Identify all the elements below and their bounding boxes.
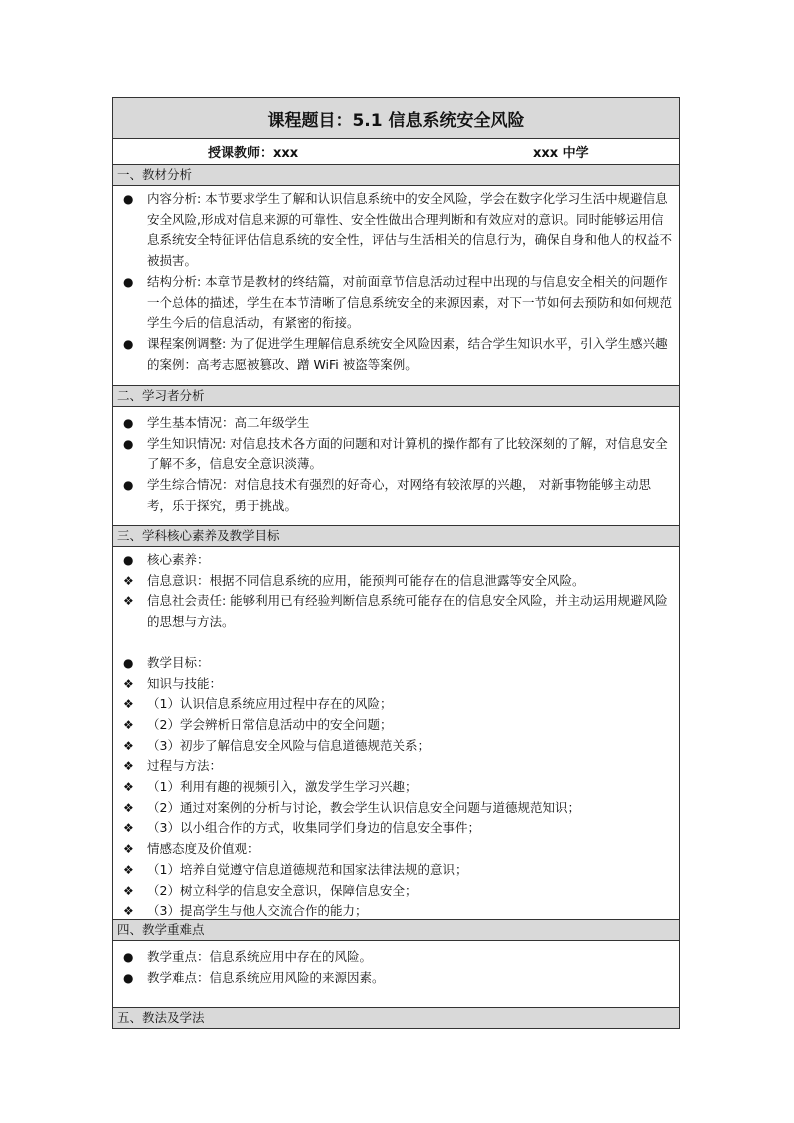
list-item bbox=[119, 968, 673, 989]
bullet-dot-icon: ● bbox=[123, 274, 134, 289]
list-item-text: 课程案例调整: 为了促进学生理解信息系统安全风险因素，结合学生知识水平，引入学生感兴趣的案例：高考志愿被篡改、蹭 WiFi 被盗等案例。 bbox=[147, 335, 668, 372]
section-heading-core-literacy-goals: 三、学科核心素养及教学目标 bbox=[113, 526, 679, 547]
section-heading-learner-analysis: 二、学习者分析 bbox=[113, 386, 679, 407]
list-item-text: 教学目标： bbox=[147, 654, 210, 670]
list-item-text: （1）认识信息系统应用过程中存在的风险； bbox=[147, 696, 393, 712]
section-body-learner-analysis bbox=[113, 407, 679, 526]
bullet-dot-icon: ● bbox=[123, 416, 134, 430]
section-body-key-difficult-points bbox=[113, 941, 679, 1008]
bullet-dot-icon: ● bbox=[123, 950, 134, 964]
bullet-dot-icon: ● bbox=[123, 478, 134, 493]
bullet-dot-icon: ● bbox=[123, 192, 134, 206]
blank-line bbox=[119, 633, 673, 653]
bullet-diamond-icon: ❖ bbox=[123, 862, 134, 877]
list-item-text: 学生基本情况：高二年级学生 bbox=[147, 415, 310, 430]
list-item bbox=[119, 434, 673, 475]
list-item-text: （3）提高学生与他人交流合作的能力； bbox=[147, 903, 368, 919]
course-title: 课程题目：5.1 信息系统安全风险 bbox=[113, 98, 679, 139]
list-item-text: 信息意识：根据不同信息系统的应用，能预判可能存在的信息泄露等安全风险。 bbox=[147, 572, 585, 588]
list-item-text: 学生综合情况：对信息技术有强烈的好奇心，对网络有较浓厚的兴趣， 对新事物能够主动思考，乐于探究，勇于挑战。 bbox=[147, 477, 651, 513]
section-heading-teaching-learning-methods: 五、教法及学法 bbox=[113, 1008, 679, 1028]
bullet-dot-icon: ● bbox=[123, 655, 134, 670]
list-item-text: 情感态度及价值观： bbox=[147, 841, 260, 857]
list-item bbox=[119, 674, 673, 695]
list-item bbox=[119, 947, 673, 968]
list-item-text: 核心素养： bbox=[147, 552, 210, 567]
list-item bbox=[119, 550, 673, 571]
section-body-textbook-analysis bbox=[113, 186, 679, 386]
list-item bbox=[119, 798, 673, 819]
list-item bbox=[119, 653, 673, 674]
section-body-core-literacy-goals bbox=[113, 547, 679, 920]
list-item bbox=[119, 756, 673, 777]
list-item-text: 信息社会责任: 能够利用已有经验判断信息系统可能存在的信息安全风险，并主动运用规避风险的思想与方法。 bbox=[147, 593, 668, 630]
bullet-diamond-icon: ❖ bbox=[123, 738, 134, 753]
list-item bbox=[119, 777, 673, 798]
list-item-text: （1）培养自觉遵守信息道德规范和国家法律法规的意识； bbox=[147, 861, 468, 877]
section-heading-key-difficult-points: 四、教学重难点 bbox=[113, 920, 679, 941]
list-item-text: （2）学会辨析日常信息活动中的安全问题； bbox=[147, 716, 393, 732]
list-item-text: （1）利用有趣的视频引入，激发学生学习兴趣； bbox=[147, 779, 418, 795]
list-item-text: 结构分析: 本章节是教材的终结篇，对前面章节信息活动过程中出现的与信息安全相关的问题作一个总体的描述，学生在本节清晰了信息系统安全的来源因素，对下一节如何去预防和如何规范学生今后的信息活动，有紧密的衔接。 bbox=[147, 273, 673, 331]
list-item bbox=[119, 413, 673, 434]
list-item bbox=[119, 591, 673, 632]
bullet-dot-icon: ● bbox=[123, 436, 134, 451]
list-item-text: （2）树立科学的信息安全意识，保障信息安全； bbox=[147, 882, 418, 898]
list-item-text: 内容分析: 本节要求学生了解和认识信息系统中的安全风险，学会在数字化学习生活中规避信息安全风险,形成对信息来源的可靠性、安全性做出合理判断和有效应对的意识。同时能够运用信息系统安全特征评估信息系统的安全性，评估与生活相关的信息行为，确保自身和他人的权益不被损害。 bbox=[147, 191, 673, 269]
bullet-dot-icon: ● bbox=[123, 970, 134, 985]
list-item bbox=[119, 839, 673, 860]
list-item bbox=[119, 860, 673, 881]
teacher-name: 授课教师：xxx bbox=[208, 146, 299, 161]
list-item bbox=[119, 881, 673, 902]
list-item bbox=[119, 901, 673, 922]
bullet-dot-icon: ● bbox=[123, 336, 134, 351]
bullet-diamond-icon: ❖ bbox=[123, 697, 134, 712]
bullet-diamond-icon: ❖ bbox=[123, 717, 134, 732]
list-item-text: 过程与方法： bbox=[147, 758, 223, 774]
bullet-diamond-icon: ❖ bbox=[123, 676, 134, 691]
bullet-dot-icon: ● bbox=[123, 553, 134, 567]
list-item bbox=[119, 189, 673, 272]
teacher-row bbox=[113, 139, 679, 165]
list-item-text: （3）初步了解信息安全风险与信息道德规范关系； bbox=[147, 737, 430, 753]
section-heading-textbook-analysis: 一、教材分析 bbox=[113, 165, 679, 186]
bullet-diamond-icon: ❖ bbox=[123, 759, 134, 774]
list-item-text: （3）以小组合作的方式，收集同学们身边的信息安全事件； bbox=[147, 820, 480, 836]
bullet-diamond-icon: ❖ bbox=[123, 883, 134, 898]
list-item-text: 知识与技能： bbox=[147, 675, 223, 691]
list-item-text: 学生知识情况: 对信息技术各方面的问题和对计算机的操作都有了比较深刻的了解，对信息安全了解不多，信息安全意识淡薄。 bbox=[147, 435, 668, 472]
list-item bbox=[119, 818, 673, 839]
bullet-diamond-icon: ❖ bbox=[123, 573, 134, 588]
bullet-diamond-icon: ❖ bbox=[123, 904, 134, 919]
list-item bbox=[119, 715, 673, 736]
list-item bbox=[119, 272, 673, 334]
list-item bbox=[119, 694, 673, 715]
bullet-diamond-icon: ❖ bbox=[123, 780, 134, 795]
list-item bbox=[119, 334, 673, 375]
list-item-text: （2）通过对案例的分析与讨论，教会学生认识信息安全问题与道德规范知识； bbox=[147, 799, 580, 815]
school-name: xxx 中学 bbox=[533, 146, 589, 161]
list-item bbox=[119, 571, 673, 592]
list-item-text: 教学重点：信息系统应用中存在的风险。 bbox=[147, 949, 373, 964]
lesson-plan-table bbox=[112, 97, 680, 1029]
list-item bbox=[119, 475, 673, 516]
list-item bbox=[119, 736, 673, 757]
bullet-diamond-icon: ❖ bbox=[123, 800, 134, 815]
bullet-diamond-icon: ❖ bbox=[123, 821, 134, 836]
list-item-text: 教学难点：信息系统应用风险的来源因素。 bbox=[147, 969, 385, 985]
bullet-diamond-icon: ❖ bbox=[123, 594, 134, 609]
bullet-diamond-icon: ❖ bbox=[123, 842, 134, 857]
